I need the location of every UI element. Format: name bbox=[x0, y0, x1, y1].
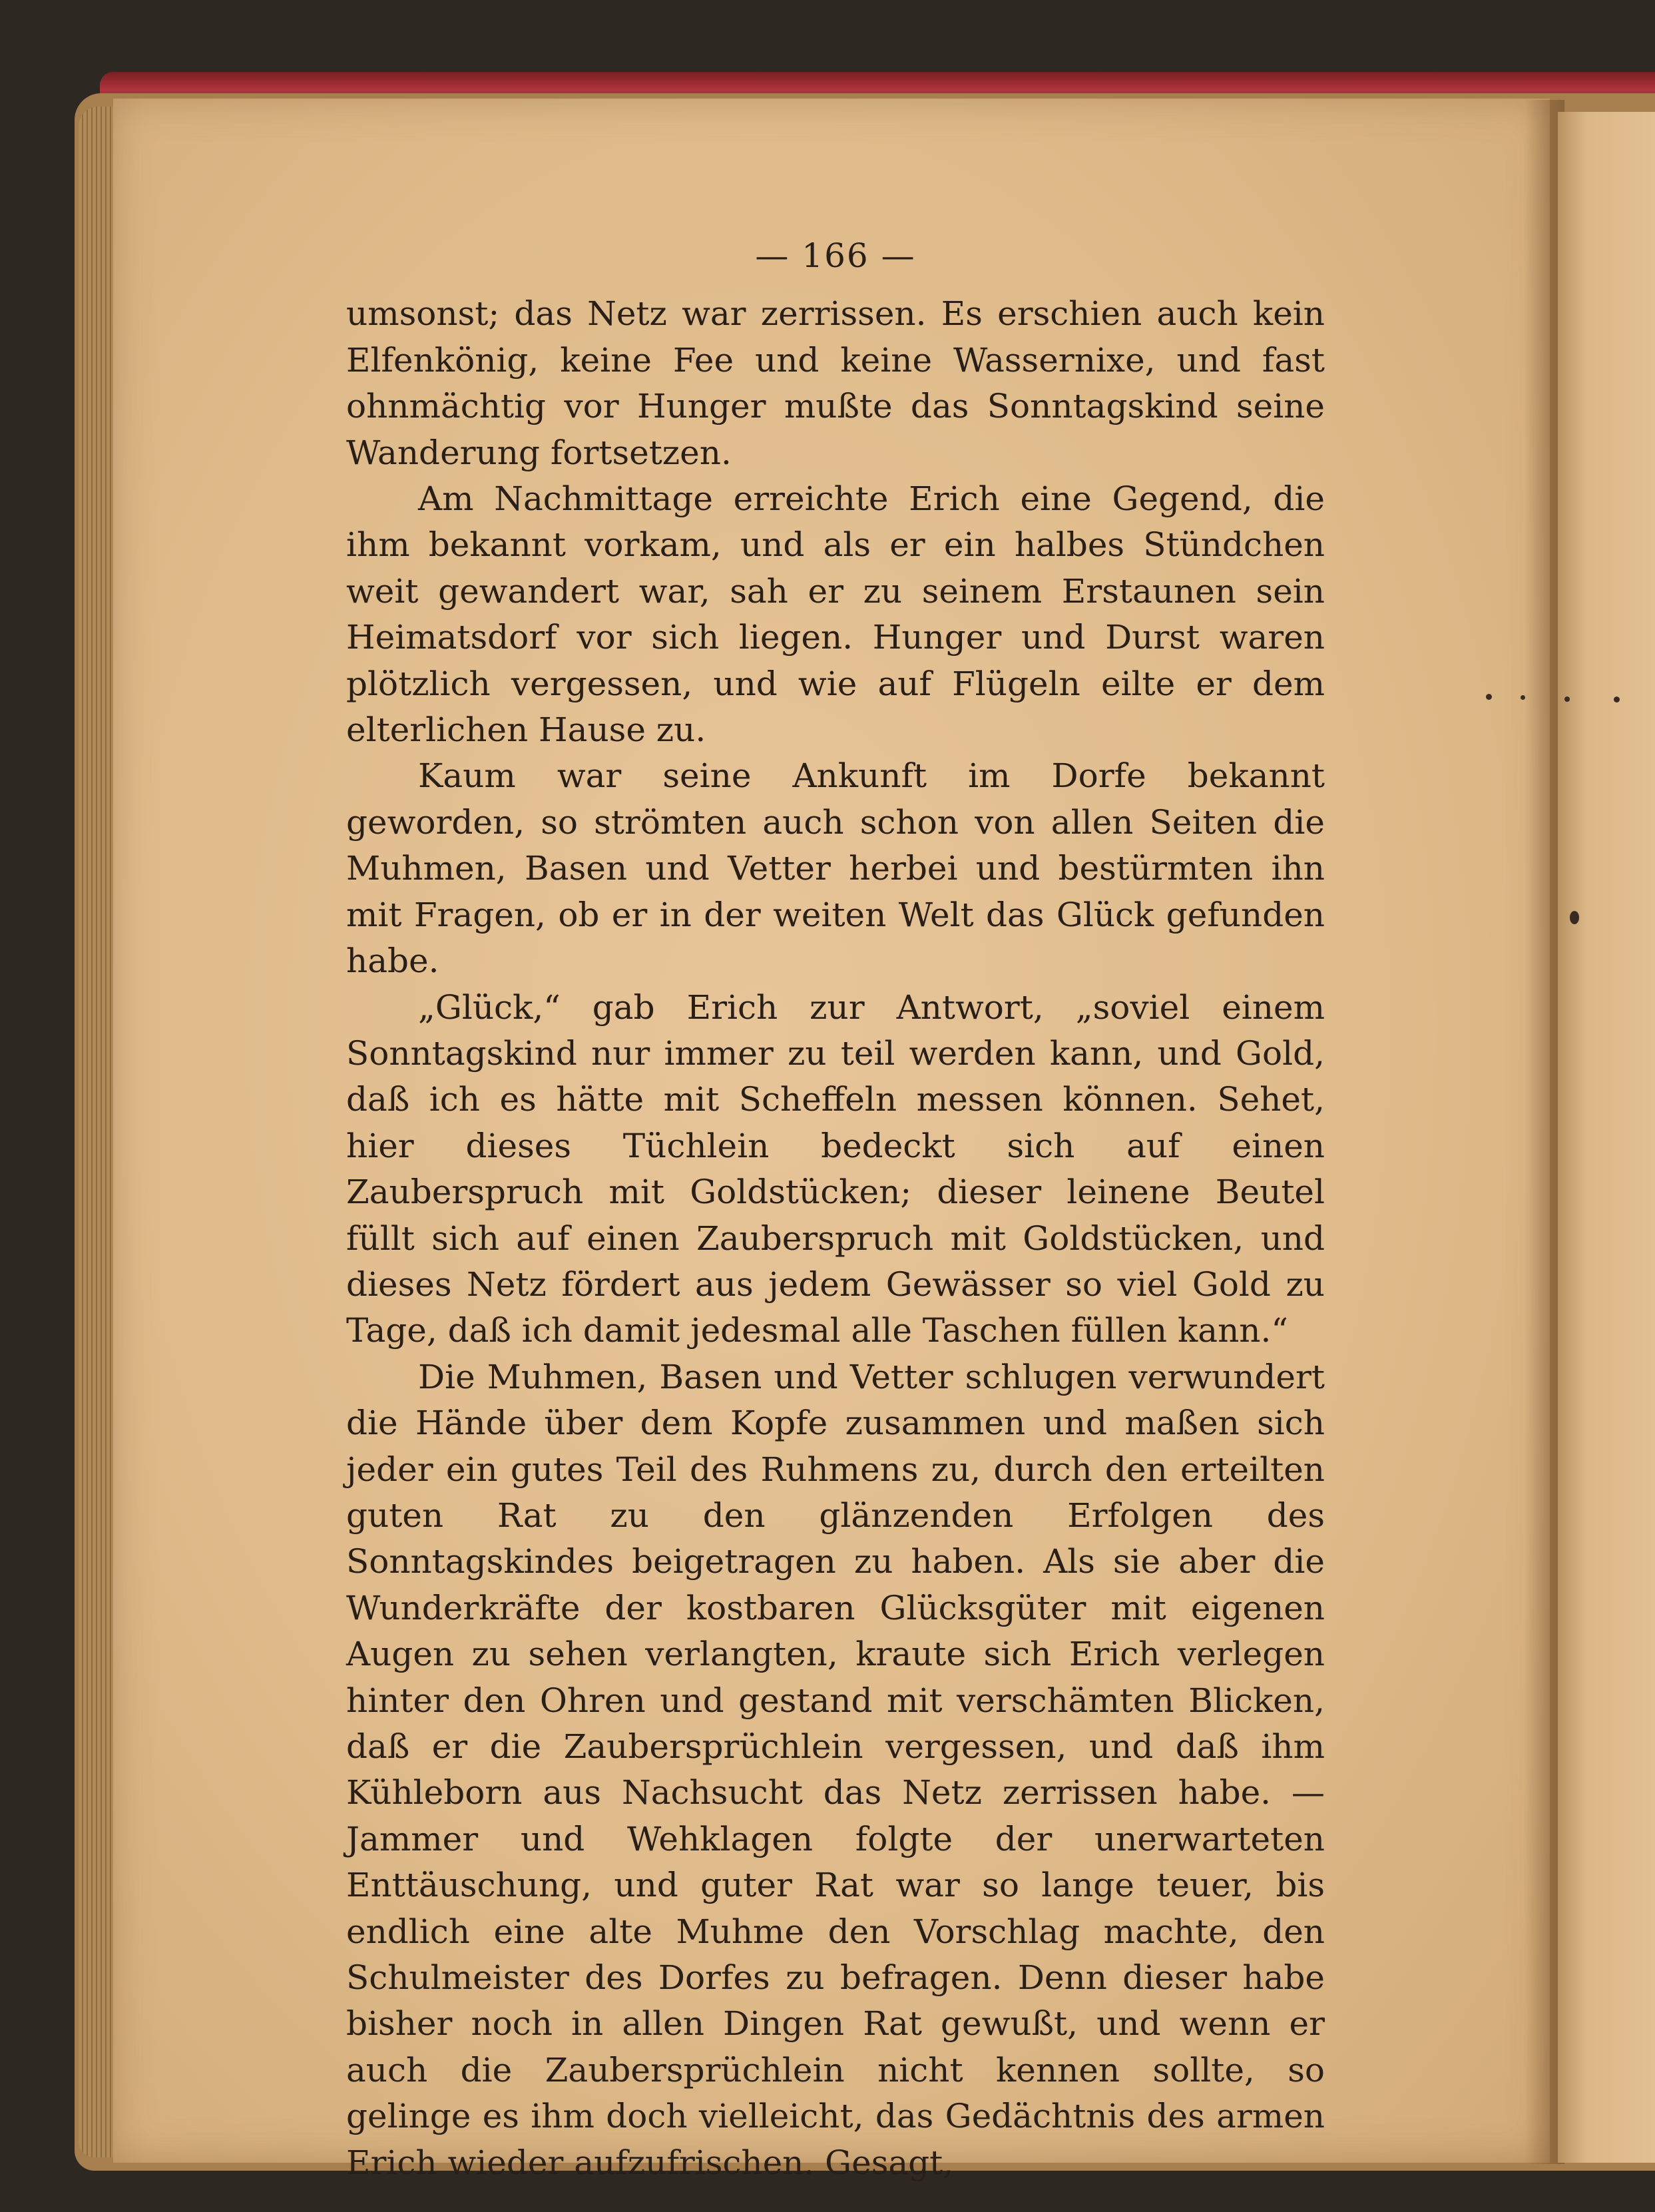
page-stack-edge bbox=[79, 107, 118, 2157]
facing-page-edge bbox=[1558, 112, 1655, 2163]
ink-speck bbox=[1486, 694, 1492, 700]
ink-speck bbox=[1614, 696, 1620, 702]
ink-speck bbox=[1521, 695, 1525, 700]
paragraph: Am Nachmittage erreichte Erich eine Gegend, die ihm bekannt vorkam, und als er ein halbes Stündchen weit gewandert war, sah er zu seinem Erstaunen sein Heimatsdorf vor sich liegen. Hunger und Durst waren plötzlich vergessen, und wie auf Flügeln eilte er dem elterlichen Hause zu. bbox=[346, 479, 1325, 750]
paragraph: Kaum war seine Ankunft im Dorfe bekannt geworden, so strömten auch schon von allen Seiten die Muhmen, Basen und Vetter herbei und bestürmten ihn mit Fragen, ob er in der weiten Welt das Glück gefunden habe. bbox=[346, 756, 1325, 981]
paragraph: „Glück,“ gab Erich zur Antwort, „soviel einem Sonntagskind nur immer zu teil werden kann, und Gold, daß ich es hätte mit Scheffeln messen können. Sehet, hier dieses Tüchlein bedeckt sich auf einen Zauberspruch mit Goldstücken; dieser leinene Beutel füllt sich auf einen Zauberspruch mit Goldstücken, und dieses Netz fördert aus jedem Gewässer so viel Gold zu Tage, daß ich damit jedesmal alle Taschen füllen kann.“ bbox=[346, 987, 1325, 1350]
ink-speck bbox=[1564, 696, 1570, 702]
paragraph: umsonst; das Netz war zerrissen. Es erschien auch kein Elfenkönig, keine Fee und keine Wassernixe, und fast ohnmächtig vor Hunger mußte das Sonntagskind seine Wanderung fortsetzen. bbox=[346, 294, 1325, 472]
page-text bbox=[346, 233, 1325, 2186]
ink-speck bbox=[1570, 911, 1579, 924]
paragraph: Die Muhmen, Basen und Vetter schlugen verwundert die Hände über dem Kopfe zusammen und maßen sich jeder ein gutes Teil des Ruhmens zu, durch den erteilten guten Rat zu den glänzenden Erfolgen des Sonntagskindes beigetragen zu haben. Als sie aber die Wunderkräfte der kostbaren Glücksgüter mit eigenen Augen zu sehen verlangten, kraute sich Erich verlegen hinter den Ohren und gestand mit verschämten Blicken, daß er die Zaubersprüchlein vergessen, und daß ihm Kühleborn aus Nachsucht das Netz zerrissen habe. — Jammer und Wehklagen folgte der unerwarteten Enttäuschung, und guter Rat war so lange teuer, bis endlich eine alte Muhme den Vorschlag machte, den Schulmeister des Dorfes zu befragen. Denn dieser habe bisher noch in allen Dingen Rat gewußt, und wenn er auch die Zaubersprüchlein nicht kennen sollte, so gelinge es ihm doch vielleicht, das Gedächtnis des armen Erich wieder aufzufrischen. Gesagt, bbox=[346, 1357, 1325, 2182]
page-number: — 166 — bbox=[755, 236, 916, 275]
